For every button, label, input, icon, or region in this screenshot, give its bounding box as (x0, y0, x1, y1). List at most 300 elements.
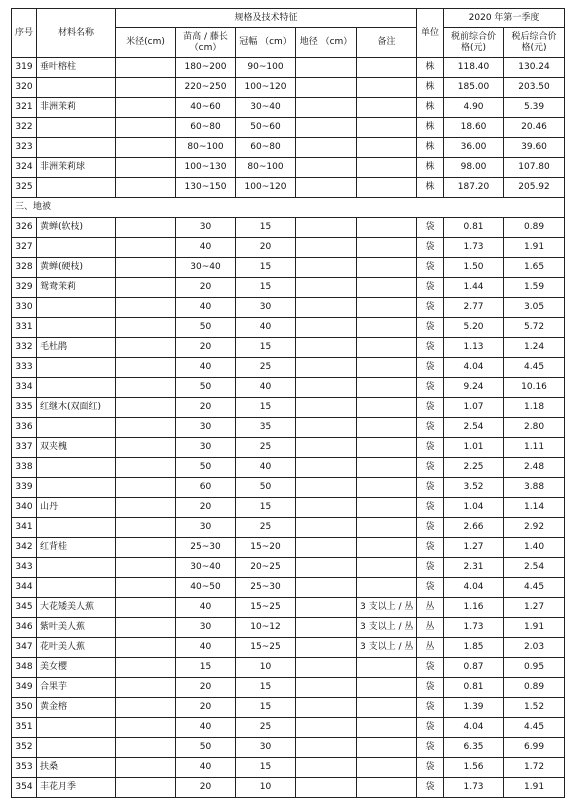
cell-height: 25~30 (176, 538, 236, 558)
cell-height: 60~80 (176, 118, 236, 138)
cell-price-pretax: 1.27 (444, 538, 504, 558)
header-price-posttax: 税后综合价 格(元) (504, 28, 565, 58)
cell-name: 合果芋 (37, 678, 116, 698)
cell-height: 20 (176, 278, 236, 298)
cell-crown: 30~40 (236, 98, 296, 118)
table-row (12, 98, 565, 118)
cell-crown: 15 (236, 278, 296, 298)
cell-height: 30~40 (176, 258, 236, 278)
cell-seq: 349 (12, 678, 37, 698)
cell-price-posttax: 2.92 (504, 518, 565, 538)
cell-crown: 15 (236, 678, 296, 698)
cell-height: 30 (176, 618, 236, 638)
cell-name (37, 318, 116, 338)
cell-note (357, 298, 417, 318)
cell-height: 20 (176, 698, 236, 718)
cell-seq: 330 (12, 298, 37, 318)
header-spec-group: 规格及技术特征 (116, 9, 417, 28)
cell-height: 40 (176, 638, 236, 658)
cell-note (357, 138, 417, 158)
cell-price-pretax: 1.07 (444, 398, 504, 418)
cell-seq: 333 (12, 358, 37, 378)
cell-mijing (116, 438, 176, 458)
table-row (12, 538, 565, 558)
cell-name: 鸳鸯茉莉 (37, 278, 116, 298)
cell-ground-diameter (296, 318, 357, 338)
cell-price-pretax: 1.16 (444, 598, 504, 618)
table-row (12, 118, 565, 138)
cell-price-pretax: 0.81 (444, 218, 504, 238)
cell-height: 30~40 (176, 558, 236, 578)
cell-ground-diameter (296, 258, 357, 278)
cell-note (357, 438, 417, 458)
cell-price-pretax: 36.00 (444, 138, 504, 158)
cell-mijing (116, 378, 176, 398)
cell-unit: 袋 (417, 258, 444, 278)
cell-ground-diameter (296, 58, 357, 78)
cell-mijing (116, 318, 176, 338)
cell-price-posttax: 4.45 (504, 718, 565, 738)
cell-unit: 袋 (417, 298, 444, 318)
cell-seq: 340 (12, 498, 37, 518)
cell-note (357, 278, 417, 298)
cell-name (37, 78, 116, 98)
table-row (12, 378, 565, 398)
cell-mijing (116, 598, 176, 618)
cell-unit: 袋 (417, 698, 444, 718)
cell-crown: 80~100 (236, 158, 296, 178)
cell-price-pretax: 1.44 (444, 278, 504, 298)
cell-ground-diameter (296, 578, 357, 598)
cell-mijing (116, 418, 176, 438)
cell-name (37, 418, 116, 438)
cell-unit: 袋 (417, 678, 444, 698)
cell-seq: 325 (12, 178, 37, 198)
cell-name: 非洲茉莉 (37, 98, 116, 118)
table-row (12, 778, 565, 798)
cell-crown: 15 (236, 398, 296, 418)
cell-note: 3 支以上 / 丛 (357, 638, 417, 658)
cell-height: 20 (176, 678, 236, 698)
cell-height: 50 (176, 378, 236, 398)
cell-ground-diameter (296, 618, 357, 638)
cell-price-posttax: 1.14 (504, 498, 565, 518)
cell-price-posttax: 1.18 (504, 398, 565, 418)
cell-price-pretax: 1.39 (444, 698, 504, 718)
cell-seq: 341 (12, 518, 37, 538)
cell-name (37, 718, 116, 738)
cell-mijing (116, 278, 176, 298)
cell-note (357, 258, 417, 278)
cell-price-posttax: 6.99 (504, 738, 565, 758)
cell-ground-diameter (296, 78, 357, 98)
cell-note (357, 578, 417, 598)
cell-mijing (116, 618, 176, 638)
table-row (12, 738, 565, 758)
cell-unit: 株 (417, 58, 444, 78)
cell-unit: 袋 (417, 238, 444, 258)
cell-price-posttax: 130.24 (504, 58, 565, 78)
cell-unit: 袋 (417, 458, 444, 478)
table-row (12, 178, 565, 198)
cell-unit: 袋 (417, 478, 444, 498)
cell-price-posttax: 2.54 (504, 558, 565, 578)
cell-name (37, 558, 116, 578)
cell-crown: 15 (236, 258, 296, 278)
cell-seq: 332 (12, 338, 37, 358)
cell-seq: 346 (12, 618, 37, 638)
table-row (12, 418, 565, 438)
cell-crown: 25~30 (236, 578, 296, 598)
cell-unit: 丛 (417, 598, 444, 618)
cell-mijing (116, 338, 176, 358)
cell-price-posttax: 4.45 (504, 578, 565, 598)
cell-seq: 345 (12, 598, 37, 618)
header-seq: 序号 (12, 9, 37, 58)
cell-ground-diameter (296, 138, 357, 158)
table-row (12, 658, 565, 678)
table-row (12, 698, 565, 718)
cell-price-posttax: 5.39 (504, 98, 565, 118)
cell-ground-diameter (296, 778, 357, 798)
cell-crown: 10 (236, 778, 296, 798)
cell-note (357, 178, 417, 198)
cell-note (357, 78, 417, 98)
cell-name (37, 378, 116, 398)
cell-height: 50 (176, 318, 236, 338)
cell-height: 100~130 (176, 158, 236, 178)
cell-name (37, 238, 116, 258)
cell-crown: 15~25 (236, 598, 296, 618)
cell-unit: 袋 (417, 218, 444, 238)
cell-mijing (116, 358, 176, 378)
cell-unit: 袋 (417, 318, 444, 338)
cell-crown: 15 (236, 218, 296, 238)
cell-seq: 319 (12, 58, 37, 78)
cell-crown: 15 (236, 758, 296, 778)
cell-height: 220~250 (176, 78, 236, 98)
cell-name (37, 118, 116, 138)
table-row (12, 78, 565, 98)
cell-price-posttax: 1.91 (504, 238, 565, 258)
cell-mijing (116, 178, 176, 198)
cell-mijing (116, 158, 176, 178)
cell-name: 红继木(双面红) (37, 398, 116, 418)
cell-note (357, 558, 417, 578)
cell-note (357, 358, 417, 378)
cell-price-pretax: 187.20 (444, 178, 504, 198)
cell-unit: 袋 (417, 338, 444, 358)
cell-crown: 15~20 (236, 538, 296, 558)
cell-height: 20 (176, 398, 236, 418)
cell-height: 20 (176, 338, 236, 358)
cell-name: 非洲茉莉球 (37, 158, 116, 178)
table-row (12, 718, 565, 738)
cell-name (37, 138, 116, 158)
cell-price-pretax: 5.20 (444, 318, 504, 338)
cell-unit: 袋 (417, 738, 444, 758)
cell-unit: 袋 (417, 578, 444, 598)
cell-seq: 338 (12, 458, 37, 478)
table-row (12, 558, 565, 578)
cell-height: 20 (176, 778, 236, 798)
cell-name (37, 738, 116, 758)
cell-name: 丰花月季 (37, 778, 116, 798)
cell-unit: 株 (417, 118, 444, 138)
cell-note (357, 418, 417, 438)
cell-unit: 袋 (417, 398, 444, 418)
cell-price-posttax: 2.03 (504, 638, 565, 658)
cell-crown: 40 (236, 318, 296, 338)
cell-price-pretax: 118.40 (444, 58, 504, 78)
cell-ground-diameter (296, 158, 357, 178)
cell-mijing (116, 298, 176, 318)
cell-price-pretax: 2.25 (444, 458, 504, 478)
cell-seq: 323 (12, 138, 37, 158)
cell-ground-diameter (296, 538, 357, 558)
cell-height: 130~150 (176, 178, 236, 198)
cell-note (357, 458, 417, 478)
cell-crown: 10 (236, 658, 296, 678)
cell-price-posttax: 1.24 (504, 338, 565, 358)
cell-note (357, 238, 417, 258)
section-row (12, 198, 565, 218)
cell-seq: 344 (12, 578, 37, 598)
header-crown: 冠幅 （cm） (236, 28, 296, 58)
cell-crown: 30 (236, 298, 296, 318)
cell-name: 美女樱 (37, 658, 116, 678)
cell-name: 花叶美人蕉 (37, 638, 116, 658)
cell-height: 180~200 (176, 58, 236, 78)
cell-crown: 40 (236, 378, 296, 398)
cell-ground-diameter (296, 478, 357, 498)
cell-note (357, 58, 417, 78)
cell-ground-diameter (296, 518, 357, 538)
cell-mijing (116, 778, 176, 798)
cell-height: 30 (176, 518, 236, 538)
table-row (12, 278, 565, 298)
table-row (12, 678, 565, 698)
cell-mijing (116, 78, 176, 98)
cell-price-pretax: 4.04 (444, 578, 504, 598)
cell-height: 50 (176, 738, 236, 758)
cell-name (37, 178, 116, 198)
cell-name: 黄蝉(硬枝) (37, 258, 116, 278)
cell-price-pretax: 9.24 (444, 378, 504, 398)
cell-unit: 株 (417, 158, 444, 178)
cell-crown: 10~12 (236, 618, 296, 638)
cell-price-posttax: 39.60 (504, 138, 565, 158)
cell-height: 20 (176, 498, 236, 518)
cell-height: 40 (176, 238, 236, 258)
section-title: 三、地被 (12, 198, 565, 218)
cell-seq: 342 (12, 538, 37, 558)
cell-note: 3 支以上 / 丛 (357, 618, 417, 638)
cell-seq: 321 (12, 98, 37, 118)
cell-height: 30 (176, 218, 236, 238)
cell-seq: 327 (12, 238, 37, 258)
cell-crown: 100~120 (236, 78, 296, 98)
cell-mijing (116, 518, 176, 538)
cell-ground-diameter (296, 738, 357, 758)
cell-note (357, 718, 417, 738)
cell-note (357, 318, 417, 338)
cell-mijing (116, 698, 176, 718)
cell-unit: 袋 (417, 718, 444, 738)
cell-price-posttax: 10.16 (504, 378, 565, 398)
table-row (12, 618, 565, 638)
cell-mijing (116, 238, 176, 258)
header-name: 材料名称 (37, 9, 116, 58)
cell-price-posttax: 1.91 (504, 618, 565, 638)
cell-name: 山丹 (37, 498, 116, 518)
cell-unit: 袋 (417, 438, 444, 458)
cell-note: 3 支以上 / 丛 (357, 598, 417, 618)
cell-note (357, 658, 417, 678)
cell-unit: 袋 (417, 758, 444, 778)
cell-price-posttax: 1.27 (504, 598, 565, 618)
table-row (12, 238, 565, 258)
cell-seq: 352 (12, 738, 37, 758)
cell-name (37, 458, 116, 478)
cell-crown: 25 (236, 438, 296, 458)
cell-crown: 50~60 (236, 118, 296, 138)
cell-ground-diameter (296, 678, 357, 698)
cell-note (357, 378, 417, 398)
cell-price-pretax: 0.81 (444, 678, 504, 698)
cell-price-pretax: 1.13 (444, 338, 504, 358)
cell-ground-diameter (296, 298, 357, 318)
cell-seq: 348 (12, 658, 37, 678)
cell-unit: 袋 (417, 518, 444, 538)
cell-price-pretax: 4.90 (444, 98, 504, 118)
cell-name: 黄蝉(软枝) (37, 218, 116, 238)
cell-price-posttax: 107.80 (504, 158, 565, 178)
cell-unit: 丛 (417, 618, 444, 638)
cell-mijing (116, 58, 176, 78)
cell-price-posttax: 5.72 (504, 318, 565, 338)
cell-crown: 35 (236, 418, 296, 438)
cell-unit: 袋 (417, 778, 444, 798)
cell-crown: 15 (236, 698, 296, 718)
cell-height: 40~60 (176, 98, 236, 118)
cell-seq: 331 (12, 318, 37, 338)
cell-unit: 袋 (417, 418, 444, 438)
cell-height: 40 (176, 298, 236, 318)
cell-name (37, 478, 116, 498)
cell-mijing (116, 218, 176, 238)
cell-mijing (116, 478, 176, 498)
cell-mijing (116, 578, 176, 598)
cell-price-pretax: 1.73 (444, 238, 504, 258)
cell-crown: 25 (236, 518, 296, 538)
table-row (12, 478, 565, 498)
cell-unit: 袋 (417, 378, 444, 398)
cell-price-pretax: 4.04 (444, 718, 504, 738)
cell-price-posttax: 1.11 (504, 438, 565, 458)
cell-price-pretax: 3.52 (444, 478, 504, 498)
cell-seq: 329 (12, 278, 37, 298)
cell-price-posttax: 0.95 (504, 658, 565, 678)
cell-crown: 20~25 (236, 558, 296, 578)
header-quarter: 2020 年第一季度 (444, 9, 565, 28)
table-body (12, 58, 565, 798)
cell-unit: 丛 (417, 638, 444, 658)
cell-price-posttax: 2.80 (504, 418, 565, 438)
cell-ground-diameter (296, 358, 357, 378)
cell-price-posttax: 1.91 (504, 778, 565, 798)
cell-height: 60 (176, 478, 236, 498)
cell-height: 40~50 (176, 578, 236, 598)
table-row (12, 58, 565, 78)
cell-name: 扶桑 (37, 758, 116, 778)
cell-seq: 337 (12, 438, 37, 458)
cell-note (357, 538, 417, 558)
cell-price-pretax: 2.66 (444, 518, 504, 538)
cell-note (357, 678, 417, 698)
cell-price-posttax: 4.45 (504, 358, 565, 378)
cell-unit: 袋 (417, 278, 444, 298)
cell-note (357, 98, 417, 118)
cell-ground-diameter (296, 118, 357, 138)
cell-height: 15 (176, 658, 236, 678)
cell-seq: 354 (12, 778, 37, 798)
cell-mijing (116, 718, 176, 738)
cell-ground-diameter (296, 398, 357, 418)
cell-mijing (116, 398, 176, 418)
cell-price-pretax: 18.60 (444, 118, 504, 138)
cell-price-posttax: 1.65 (504, 258, 565, 278)
cell-mijing (116, 538, 176, 558)
cell-ground-diameter (296, 418, 357, 438)
cell-price-posttax: 3.88 (504, 478, 565, 498)
table-row (12, 498, 565, 518)
cell-note (357, 518, 417, 538)
cell-seq: 353 (12, 758, 37, 778)
cell-unit: 袋 (417, 558, 444, 578)
table-row (12, 338, 565, 358)
cell-crown: 30 (236, 738, 296, 758)
cell-name: 紫叶美人蕉 (37, 618, 116, 638)
cell-mijing (116, 458, 176, 478)
cell-crown: 15 (236, 498, 296, 518)
cell-price-posttax: 1.59 (504, 278, 565, 298)
table-row (12, 138, 565, 158)
cell-unit: 株 (417, 178, 444, 198)
cell-height: 40 (176, 718, 236, 738)
cell-note (357, 738, 417, 758)
cell-mijing (116, 678, 176, 698)
cell-price-posttax: 20.46 (504, 118, 565, 138)
cell-price-posttax: 1.72 (504, 758, 565, 778)
cell-seq: 320 (12, 78, 37, 98)
cell-height: 40 (176, 358, 236, 378)
table-header (12, 9, 565, 58)
cell-name: 双夹槐 (37, 438, 116, 458)
cell-seq: 324 (12, 158, 37, 178)
cell-note (357, 158, 417, 178)
cell-mijing (116, 738, 176, 758)
cell-mijing (116, 138, 176, 158)
cell-name: 红背桂 (37, 538, 116, 558)
cell-ground-diameter (296, 558, 357, 578)
header-height: 苗高 / 藤长 （cm） (176, 28, 236, 58)
cell-note (357, 398, 417, 418)
cell-seq: 339 (12, 478, 37, 498)
cell-ground-diameter (296, 718, 357, 738)
cell-ground-diameter (296, 658, 357, 678)
cell-price-pretax: 1.73 (444, 618, 504, 638)
